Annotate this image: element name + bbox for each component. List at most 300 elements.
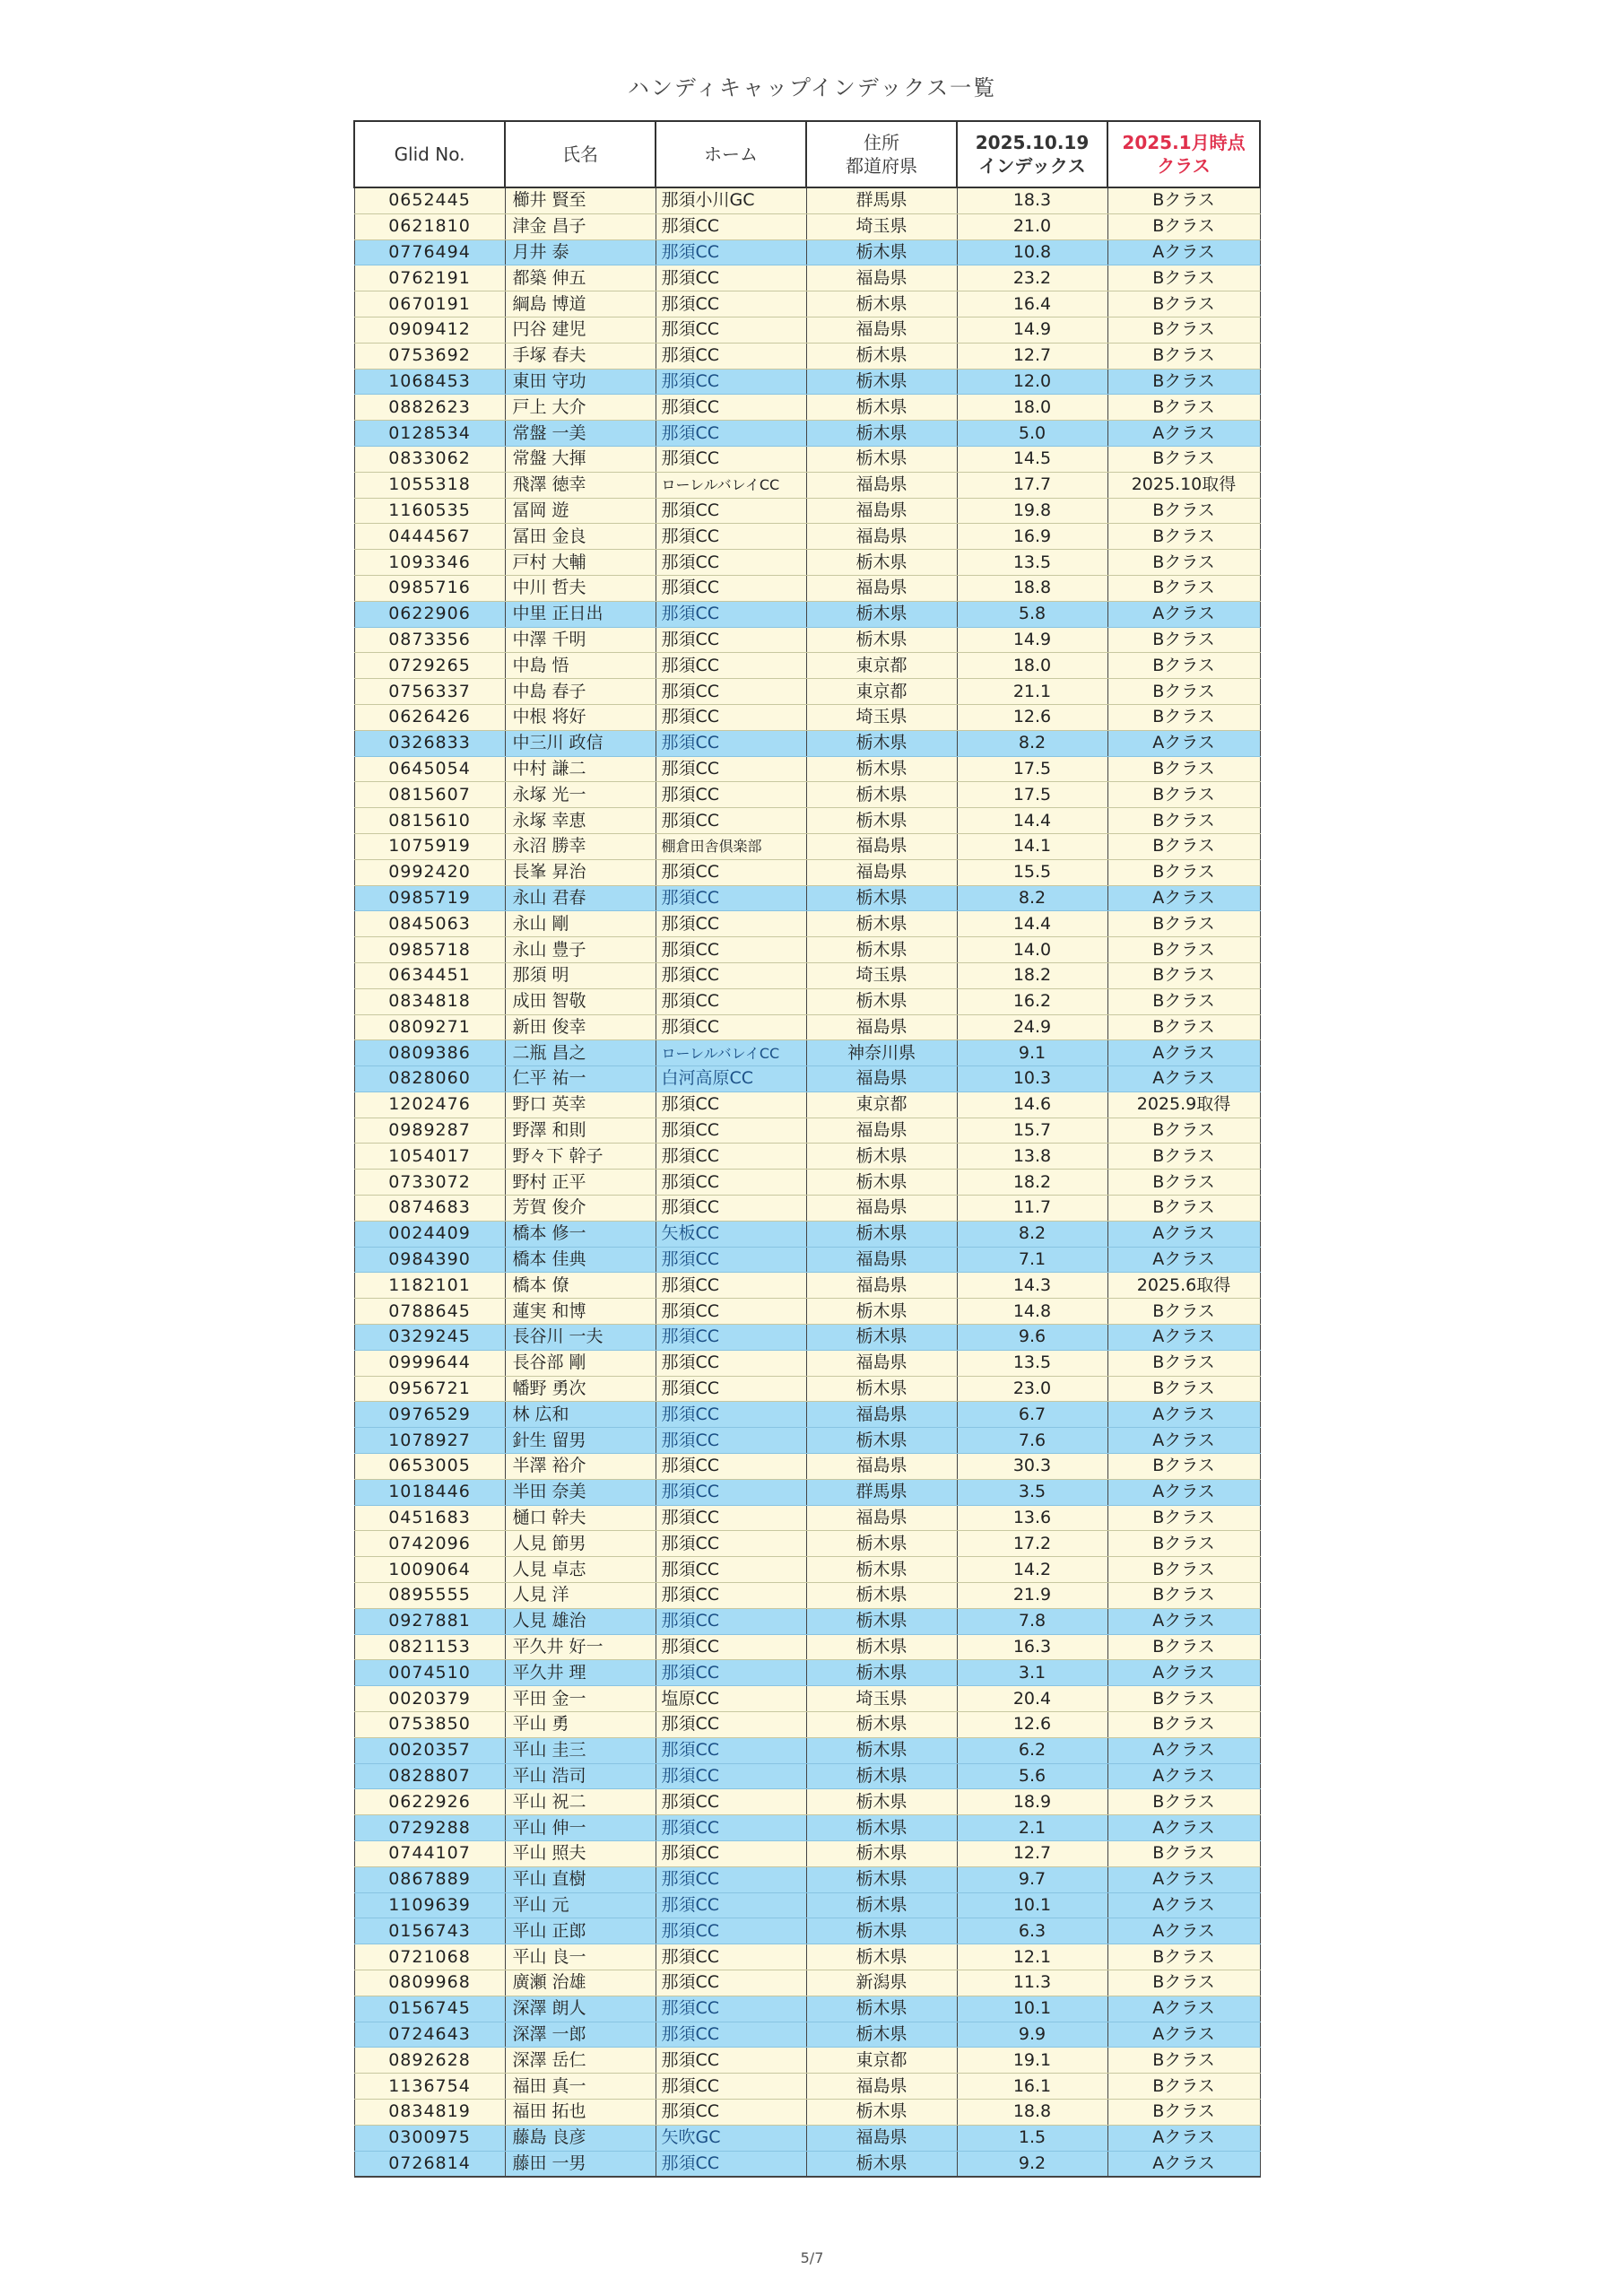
table-row xyxy=(354,2022,1260,2048)
glid-cell: 0989287 xyxy=(354,1118,505,1144)
glid-cell: 0744107 xyxy=(354,1841,505,1867)
index-cell: 8.2 xyxy=(957,885,1107,911)
home-cell: 那須CC xyxy=(656,1970,806,1996)
glid-cell: 1075919 xyxy=(354,833,505,859)
index-cell: 15.7 xyxy=(957,1118,1107,1144)
name-cell: 平山 伸一 xyxy=(505,1815,656,1841)
glid-cell: 1109639 xyxy=(354,1892,505,1918)
table-row xyxy=(354,1815,1260,1841)
index-cell: 6.3 xyxy=(957,1918,1107,1944)
table-row xyxy=(354,1350,1260,1376)
home-cell: 那須CC xyxy=(656,1789,806,1815)
table-row xyxy=(354,1996,1260,2022)
name-cell: 冨岡 遊 xyxy=(505,498,656,524)
glid-cell: 0845063 xyxy=(354,911,505,937)
index-cell: 16.1 xyxy=(957,2074,1107,2100)
name-cell: 平久井 好一 xyxy=(505,1634,656,1660)
prefecture-cell: 東京都 xyxy=(806,2048,957,2074)
name-cell: 那須 明 xyxy=(505,962,656,988)
prefecture-cell: 福島県 xyxy=(806,859,957,885)
class-cell: Bクラス xyxy=(1107,1196,1260,1222)
table-row xyxy=(354,395,1260,421)
index-cell: 17.7 xyxy=(957,472,1107,498)
class-cell: 2025.6取得 xyxy=(1107,1273,1260,1299)
name-cell: 深澤 朗人 xyxy=(505,1996,656,2022)
index-cell: 14.1 xyxy=(957,833,1107,859)
prefecture-cell: 栃木県 xyxy=(806,1737,957,1763)
glid-cell: 1018446 xyxy=(354,1479,505,1505)
home-cell: 那須CC xyxy=(656,782,806,808)
name-cell: 平山 勇 xyxy=(505,1712,656,1738)
class-cell: Aクラス xyxy=(1107,1428,1260,1454)
prefecture-cell: 栃木県 xyxy=(806,730,957,756)
prefecture-cell: 福島県 xyxy=(806,1350,957,1376)
home-cell: 那須CC xyxy=(656,1428,806,1454)
name-cell: 平山 祝二 xyxy=(505,1789,656,1815)
index-cell: 18.2 xyxy=(957,962,1107,988)
table-row xyxy=(354,808,1260,834)
name-cell: 中里 正日出 xyxy=(505,601,656,627)
index-cell: 15.5 xyxy=(957,859,1107,885)
index-cell: 24.9 xyxy=(957,1014,1107,1040)
name-cell: 橋本 僚 xyxy=(505,1273,656,1299)
prefecture-cell: 栃木県 xyxy=(806,1428,957,1454)
class-cell: Aクラス xyxy=(1107,1221,1260,1247)
class-cell: Aクラス xyxy=(1107,1247,1260,1273)
home-cell: 那須CC xyxy=(656,575,806,601)
name-cell: 円谷 建児 xyxy=(505,317,656,343)
index-cell: 3.5 xyxy=(957,1479,1107,1505)
glid-cell: 0742096 xyxy=(354,1531,505,1557)
glid-cell: 0733072 xyxy=(354,1170,505,1196)
class-cell: Bクラス xyxy=(1107,369,1260,395)
name-cell: 永沼 勝幸 xyxy=(505,833,656,859)
table-row xyxy=(354,1944,1260,1970)
glid-cell: 1182101 xyxy=(354,1273,505,1299)
class-cell: Bクラス xyxy=(1107,395,1260,421)
prefecture-cell: 東京都 xyxy=(806,679,957,705)
name-cell: 都築 伸五 xyxy=(505,265,656,291)
index-cell: 7.1 xyxy=(957,1247,1107,1273)
prefecture-cell: 栃木県 xyxy=(806,1583,957,1609)
name-cell: 人見 雄治 xyxy=(505,1608,656,1634)
name-cell: 永山 豊子 xyxy=(505,937,656,963)
index-cell: 14.8 xyxy=(957,1299,1107,1325)
home-cell: 那須CC xyxy=(656,1118,806,1144)
class-cell: Bクラス xyxy=(1107,2074,1260,2100)
name-cell: 平山 圭三 xyxy=(505,1737,656,1763)
prefecture-cell: 栃木県 xyxy=(806,756,957,782)
index-cell: 6.7 xyxy=(957,1402,1107,1428)
table-row xyxy=(354,1402,1260,1428)
glid-cell: 0726814 xyxy=(354,2151,505,2177)
prefecture-cell: 栃木県 xyxy=(806,2022,957,2048)
name-cell: 深澤 岳仁 xyxy=(505,2048,656,2074)
glid-cell: 0626426 xyxy=(354,704,505,730)
table-row xyxy=(354,1118,1260,1144)
name-cell: 深澤 一郎 xyxy=(505,2022,656,2048)
name-cell: 人見 洋 xyxy=(505,1583,656,1609)
name-cell: 中三川 政信 xyxy=(505,730,656,756)
header-home: ホーム xyxy=(656,121,806,187)
index-cell: 10.8 xyxy=(957,239,1107,265)
class-cell: Bクラス xyxy=(1107,859,1260,885)
index-cell: 16.2 xyxy=(957,988,1107,1014)
class-cell: Bクラス xyxy=(1107,343,1260,369)
name-cell: 新田 俊幸 xyxy=(505,1014,656,1040)
name-cell: 中村 謙二 xyxy=(505,756,656,782)
name-cell: 月井 泰 xyxy=(505,239,656,265)
class-cell: Aクラス xyxy=(1107,1996,1260,2022)
prefecture-cell: 福島県 xyxy=(806,1402,957,1428)
home-cell: 那須CC xyxy=(656,1402,806,1428)
table-row xyxy=(354,1247,1260,1273)
class-cell: Bクラス xyxy=(1107,1118,1260,1144)
index-cell: 5.6 xyxy=(957,1763,1107,1789)
class-cell: Bクラス xyxy=(1107,756,1260,782)
glid-cell: 0329245 xyxy=(354,1325,505,1351)
prefecture-cell: 栃木県 xyxy=(806,885,957,911)
name-cell: 針生 留男 xyxy=(505,1428,656,1454)
table-row xyxy=(354,2099,1260,2125)
table-row xyxy=(354,213,1260,239)
class-cell: Aクラス xyxy=(1107,1066,1260,1092)
index-cell: 17.2 xyxy=(957,1531,1107,1557)
prefecture-cell: 栃木県 xyxy=(806,1608,957,1634)
table-row xyxy=(354,627,1260,653)
class-cell: Bクラス xyxy=(1107,1970,1260,1996)
table-row xyxy=(354,343,1260,369)
prefecture-cell: 東京都 xyxy=(806,653,957,679)
home-cell: 那須CC xyxy=(656,1634,806,1660)
glid-cell: 0809386 xyxy=(354,1040,505,1066)
home-cell: 那須CC xyxy=(656,653,806,679)
home-cell: 那須CC xyxy=(656,1144,806,1170)
prefecture-cell: 栃木県 xyxy=(806,291,957,317)
index-cell: 21.9 xyxy=(957,1583,1107,1609)
index-cell: 9.6 xyxy=(957,1325,1107,1351)
class-cell: Aクラス xyxy=(1107,730,1260,756)
class-cell: Aクラス xyxy=(1107,1608,1260,1634)
prefecture-cell: 栃木県 xyxy=(806,421,957,447)
prefecture-cell: 栃木県 xyxy=(806,1325,957,1351)
home-cell: 那須CC xyxy=(656,1454,806,1480)
home-cell: 那須CC xyxy=(656,1815,806,1841)
home-cell: 那須CC xyxy=(656,1583,806,1609)
class-cell: Bクラス xyxy=(1107,1505,1260,1531)
prefecture-cell: 福島県 xyxy=(806,317,957,343)
glid-cell: 1068453 xyxy=(354,369,505,395)
table-row xyxy=(354,1299,1260,1325)
home-cell: 那須CC xyxy=(656,1531,806,1557)
index-cell: 14.2 xyxy=(957,1557,1107,1583)
index-cell: 16.9 xyxy=(957,524,1107,550)
table-row xyxy=(354,988,1260,1014)
table-row xyxy=(354,2048,1260,2074)
name-cell: 成田 智敬 xyxy=(505,988,656,1014)
index-cell: 13.5 xyxy=(957,550,1107,576)
home-cell: 那須CC xyxy=(656,1091,806,1118)
home-cell: 那須CC xyxy=(656,1944,806,1970)
prefecture-cell: 東京都 xyxy=(806,1091,957,1118)
table-row xyxy=(354,239,1260,265)
table-row xyxy=(354,1196,1260,1222)
home-cell: 那須CC xyxy=(656,1299,806,1325)
page-number: 5/7 xyxy=(800,2249,824,2266)
index-cell: 7.6 xyxy=(957,1428,1107,1454)
table-row xyxy=(354,2151,1260,2177)
home-cell: 那須CC xyxy=(656,1196,806,1222)
home-cell: 那須CC xyxy=(656,756,806,782)
class-cell: Bクラス xyxy=(1107,1712,1260,1738)
prefecture-cell: 栃木県 xyxy=(806,808,957,834)
glid-cell: 0809271 xyxy=(354,1014,505,1040)
class-cell: Bクラス xyxy=(1107,317,1260,343)
prefecture-cell: 群馬県 xyxy=(806,1479,957,1505)
class-cell: Aクラス xyxy=(1107,1402,1260,1428)
name-cell: 平山 直樹 xyxy=(505,1866,656,1892)
table-row xyxy=(354,885,1260,911)
name-cell: 平久井 理 xyxy=(505,1660,656,1686)
name-cell: 福田 真一 xyxy=(505,2074,656,2100)
name-cell: 永山 剛 xyxy=(505,911,656,937)
table-row xyxy=(354,1221,1260,1247)
index-cell: 7.8 xyxy=(957,1608,1107,1634)
index-cell: 14.6 xyxy=(957,1091,1107,1118)
index-cell: 19.8 xyxy=(957,498,1107,524)
home-cell: 那須CC xyxy=(656,627,806,653)
index-cell: 14.4 xyxy=(957,808,1107,834)
class-cell: Aクラス xyxy=(1107,1325,1260,1351)
table-row xyxy=(354,498,1260,524)
prefecture-cell: 栃木県 xyxy=(806,2151,957,2177)
class-cell: Bクラス xyxy=(1107,1841,1260,1867)
home-cell: 那須CC xyxy=(656,704,806,730)
prefecture-cell: 埼玉県 xyxy=(806,704,957,730)
glid-cell: 0873356 xyxy=(354,627,505,653)
class-cell: Aクラス xyxy=(1107,1737,1260,1763)
glid-cell: 0645054 xyxy=(354,756,505,782)
home-cell: 那須CC xyxy=(656,265,806,291)
glid-cell: 0729288 xyxy=(354,1815,505,1841)
prefecture-cell: 栃木県 xyxy=(806,911,957,937)
class-cell: Bクラス xyxy=(1107,1686,1260,1712)
table-row xyxy=(354,575,1260,601)
glid-cell: 1078927 xyxy=(354,1428,505,1454)
home-cell: 那須CC xyxy=(656,369,806,395)
prefecture-cell: 埼玉県 xyxy=(806,962,957,988)
table-row xyxy=(354,421,1260,447)
class-cell: Aクラス xyxy=(1107,421,1260,447)
name-cell: 中島 悟 xyxy=(505,653,656,679)
home-cell: 那須CC xyxy=(656,2022,806,2048)
class-cell: Bクラス xyxy=(1107,1014,1260,1040)
table-row xyxy=(354,1454,1260,1480)
glid-cell: 0833062 xyxy=(354,446,505,472)
table-row xyxy=(354,446,1260,472)
index-cell: 18.8 xyxy=(957,575,1107,601)
home-cell: 那須CC xyxy=(656,2099,806,2125)
home-cell: 那須CC xyxy=(656,1996,806,2022)
prefecture-cell: 福島県 xyxy=(806,1505,957,1531)
home-cell: ローレルバレイCC xyxy=(656,1040,806,1066)
prefecture-cell: 栃木県 xyxy=(806,1892,957,1918)
class-cell: Aクラス xyxy=(1107,239,1260,265)
name-cell: 中川 哲夫 xyxy=(505,575,656,601)
index-cell: 8.2 xyxy=(957,730,1107,756)
index-cell: 8.2 xyxy=(957,1221,1107,1247)
name-cell: 中根 将好 xyxy=(505,704,656,730)
prefecture-cell: 福島県 xyxy=(806,1247,957,1273)
home-cell: 那須CC xyxy=(656,498,806,524)
glid-cell: 0992420 xyxy=(354,859,505,885)
table-row xyxy=(354,1014,1260,1040)
glid-cell: 0074510 xyxy=(354,1660,505,1686)
name-cell: 人見 節男 xyxy=(505,1531,656,1557)
class-cell: 2025.9取得 xyxy=(1107,1091,1260,1118)
index-cell: 18.0 xyxy=(957,653,1107,679)
class-cell: Aクラス xyxy=(1107,1866,1260,1892)
glid-cell: 0882623 xyxy=(354,395,505,421)
class-cell: Bクラス xyxy=(1107,627,1260,653)
table-row xyxy=(354,1660,1260,1686)
index-cell: 5.8 xyxy=(957,601,1107,627)
class-cell: Aクラス xyxy=(1107,1815,1260,1841)
class-cell: Bクラス xyxy=(1107,1350,1260,1376)
table-row xyxy=(354,2125,1260,2151)
table-row xyxy=(354,550,1260,576)
glid-cell: 1009064 xyxy=(354,1557,505,1583)
home-cell: 那須CC xyxy=(656,395,806,421)
table-row xyxy=(354,679,1260,705)
prefecture-cell: 新潟県 xyxy=(806,1970,957,1996)
table-row xyxy=(354,369,1260,395)
class-cell: Bクラス xyxy=(1107,1634,1260,1660)
prefecture-cell: 栃木県 xyxy=(806,988,957,1014)
index-cell: 14.9 xyxy=(957,317,1107,343)
prefecture-cell: 埼玉県 xyxy=(806,1686,957,1712)
prefecture-cell: 栃木県 xyxy=(806,1763,957,1789)
index-cell: 21.1 xyxy=(957,679,1107,705)
glid-cell: 0756337 xyxy=(354,679,505,705)
class-cell: Bクラス xyxy=(1107,1144,1260,1170)
table-row xyxy=(354,1789,1260,1815)
class-cell: Bクラス xyxy=(1107,1789,1260,1815)
index-cell: 11.3 xyxy=(957,1970,1107,1996)
glid-cell: 0300975 xyxy=(354,2125,505,2151)
prefecture-cell: 栃木県 xyxy=(806,343,957,369)
table-row xyxy=(354,524,1260,550)
glid-cell: 0156743 xyxy=(354,1918,505,1944)
home-cell: 那須CC xyxy=(656,937,806,963)
home-cell: 矢吹GC xyxy=(656,2125,806,2151)
index-cell: 19.1 xyxy=(957,2048,1107,2074)
glid-cell: 0729265 xyxy=(354,653,505,679)
table-row xyxy=(354,730,1260,756)
name-cell: 長谷部 剛 xyxy=(505,1350,656,1376)
name-cell: 仁平 祐一 xyxy=(505,1066,656,1092)
class-cell: Bクラス xyxy=(1107,1583,1260,1609)
table-row xyxy=(354,317,1260,343)
glid-cell: 0621810 xyxy=(354,213,505,239)
table-row xyxy=(354,911,1260,937)
index-cell: 10.1 xyxy=(957,1996,1107,2022)
home-cell: 那須CC xyxy=(656,213,806,239)
index-cell: 14.9 xyxy=(957,627,1107,653)
index-cell: 21.0 xyxy=(957,213,1107,239)
name-cell: 廣瀬 治雄 xyxy=(505,1970,656,1996)
name-cell: 平山 照夫 xyxy=(505,1841,656,1867)
glid-cell: 0927881 xyxy=(354,1608,505,1634)
prefecture-cell: 福島県 xyxy=(806,472,957,498)
prefecture-cell: 栃木県 xyxy=(806,1866,957,1892)
index-cell: 12.6 xyxy=(957,1712,1107,1738)
index-cell: 14.4 xyxy=(957,911,1107,937)
class-cell: Bクラス xyxy=(1107,1170,1260,1196)
class-cell: Aクラス xyxy=(1107,1918,1260,1944)
home-cell: 那須CC xyxy=(656,524,806,550)
table-row xyxy=(354,859,1260,885)
table-row xyxy=(354,833,1260,859)
prefecture-cell: 栃木県 xyxy=(806,1841,957,1867)
table-row xyxy=(354,1325,1260,1351)
index-cell: 18.8 xyxy=(957,2099,1107,2125)
glid-cell: 0867889 xyxy=(354,1866,505,1892)
class-cell: Bクラス xyxy=(1107,1944,1260,1970)
home-cell: 那須CC xyxy=(656,1014,806,1040)
class-cell: Bクラス xyxy=(1107,524,1260,550)
glid-cell: 0815607 xyxy=(354,782,505,808)
index-cell: 18.0 xyxy=(957,395,1107,421)
table-row xyxy=(354,187,1260,213)
name-cell: 平山 元 xyxy=(505,1892,656,1918)
class-cell: Aクラス xyxy=(1107,601,1260,627)
home-cell: 那須CC xyxy=(656,1170,806,1196)
class-cell: Bクラス xyxy=(1107,1557,1260,1583)
index-cell: 13.8 xyxy=(957,1144,1107,1170)
glid-cell: 0821153 xyxy=(354,1634,505,1660)
prefecture-cell: 栃木県 xyxy=(806,627,957,653)
home-cell: 那須CC xyxy=(656,343,806,369)
glid-cell: 0809968 xyxy=(354,1970,505,1996)
class-cell: Bクラス xyxy=(1107,782,1260,808)
name-cell: 芳賀 俊介 xyxy=(505,1196,656,1222)
index-cell: 9.7 xyxy=(957,1866,1107,1892)
prefecture-cell: 栃木県 xyxy=(806,1944,957,1970)
prefecture-cell: 栃木県 xyxy=(806,1789,957,1815)
glid-cell: 0999644 xyxy=(354,1350,505,1376)
name-cell: 野口 英幸 xyxy=(505,1091,656,1118)
table-row xyxy=(354,1634,1260,1660)
name-cell: 橋本 佳典 xyxy=(505,1247,656,1273)
glid-cell: 0653005 xyxy=(354,1454,505,1480)
class-cell: Bクラス xyxy=(1107,550,1260,576)
name-cell: 二瓶 昌之 xyxy=(505,1040,656,1066)
handicap-table xyxy=(353,120,1261,2178)
table-row xyxy=(354,782,1260,808)
glid-cell: 0444567 xyxy=(354,524,505,550)
home-cell: 那須CC xyxy=(656,421,806,447)
home-cell: 那須CC xyxy=(656,1505,806,1531)
class-cell: Bクラス xyxy=(1107,1454,1260,1480)
home-cell: 那須CC xyxy=(656,317,806,343)
index-cell: 1.5 xyxy=(957,2125,1107,2151)
name-cell: 人見 卓志 xyxy=(505,1557,656,1583)
class-cell: Bクラス xyxy=(1107,937,1260,963)
glid-cell: 0634451 xyxy=(354,962,505,988)
table-row xyxy=(354,1970,1260,1996)
class-cell: Bクラス xyxy=(1107,291,1260,317)
